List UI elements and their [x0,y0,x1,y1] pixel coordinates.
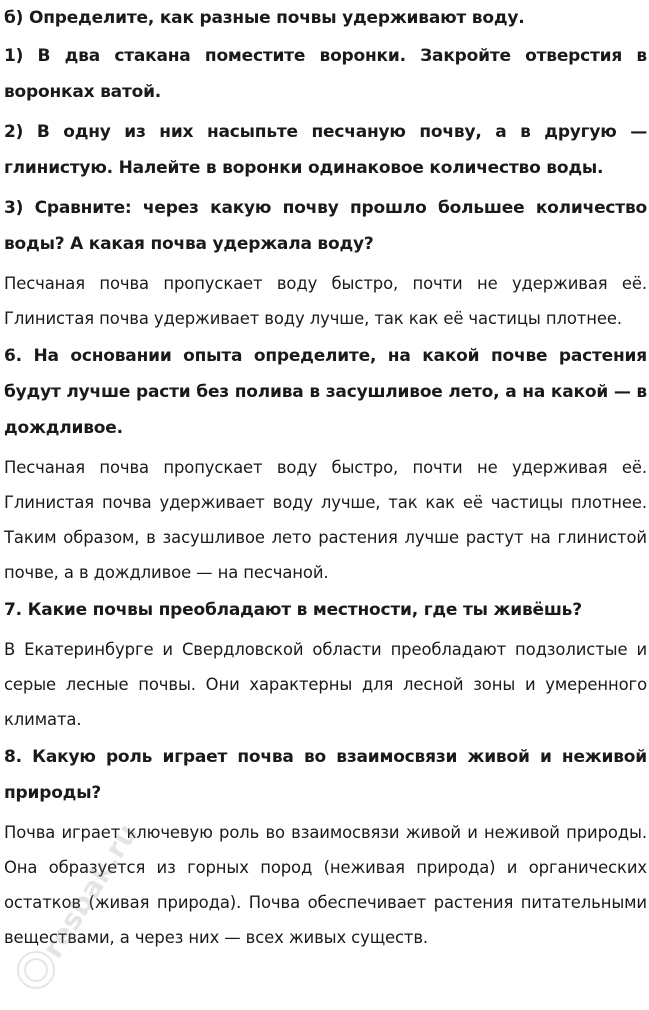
step-1: 1) В два стакана поместите воронки. Закройте отверстия в воронках ватой. [4,46,647,102]
question-8-answer: Почва играет ключевую роль во взаимосвязи живой и неживой природы. Она образуется из горных пород (неживая природа) и органических остатков (живая природа). Почва обеспечивает растения питательными веществами, а через них — всех живых существ. [4,823,647,947]
step-3: 3) Сравните: через какую почву прошло большее количество воды? А какая почва удержала воду? [4,198,647,254]
step-2: 2) В одну из них насыпьте песчаную почву, а в другую — глинистую. Налейте в воронки одинаковое количество воды. [4,122,647,178]
question-6: 6. На основании опыта определите, на какой почве растения будут лучше расти без полива в засушливое лето, а на какой — в дождливое. [4,346,647,438]
task-b-title: б) Определите, как разные почвы удерживают воду. [4,8,525,28]
watermark-text: resbak.ru [35,817,145,964]
question-8: 8. Какую роль играет почва во взаимосвязи живой и неживой природы? [4,747,647,803]
question-7: 7. Какие почвы преобладают в местности, где ты живёшь? [4,600,582,620]
question-6-answer: Песчаная почва пропускает воду быстро, почти не удерживая её. Глинистая почва удерживает воду лучше, так как её частицы плотнее. Таким образом, в засушливое лето растения лучше растут на глинистой почве, а в дождливое — на песчаной. [4,458,647,582]
question-7-answer: В Екатеринбурге и Свердловской области преобладают подзолистые и серые лесные почвы. Они характерны для лесной зоны и умеренного климата. [4,640,647,729]
step-3-answer: Песчаная почва пропускает воду быстро, почти не удерживая её. Глинистая почва удерживает воду лучше, так как её частицы плотнее. [4,274,647,328]
document-page [4,0,647,955]
